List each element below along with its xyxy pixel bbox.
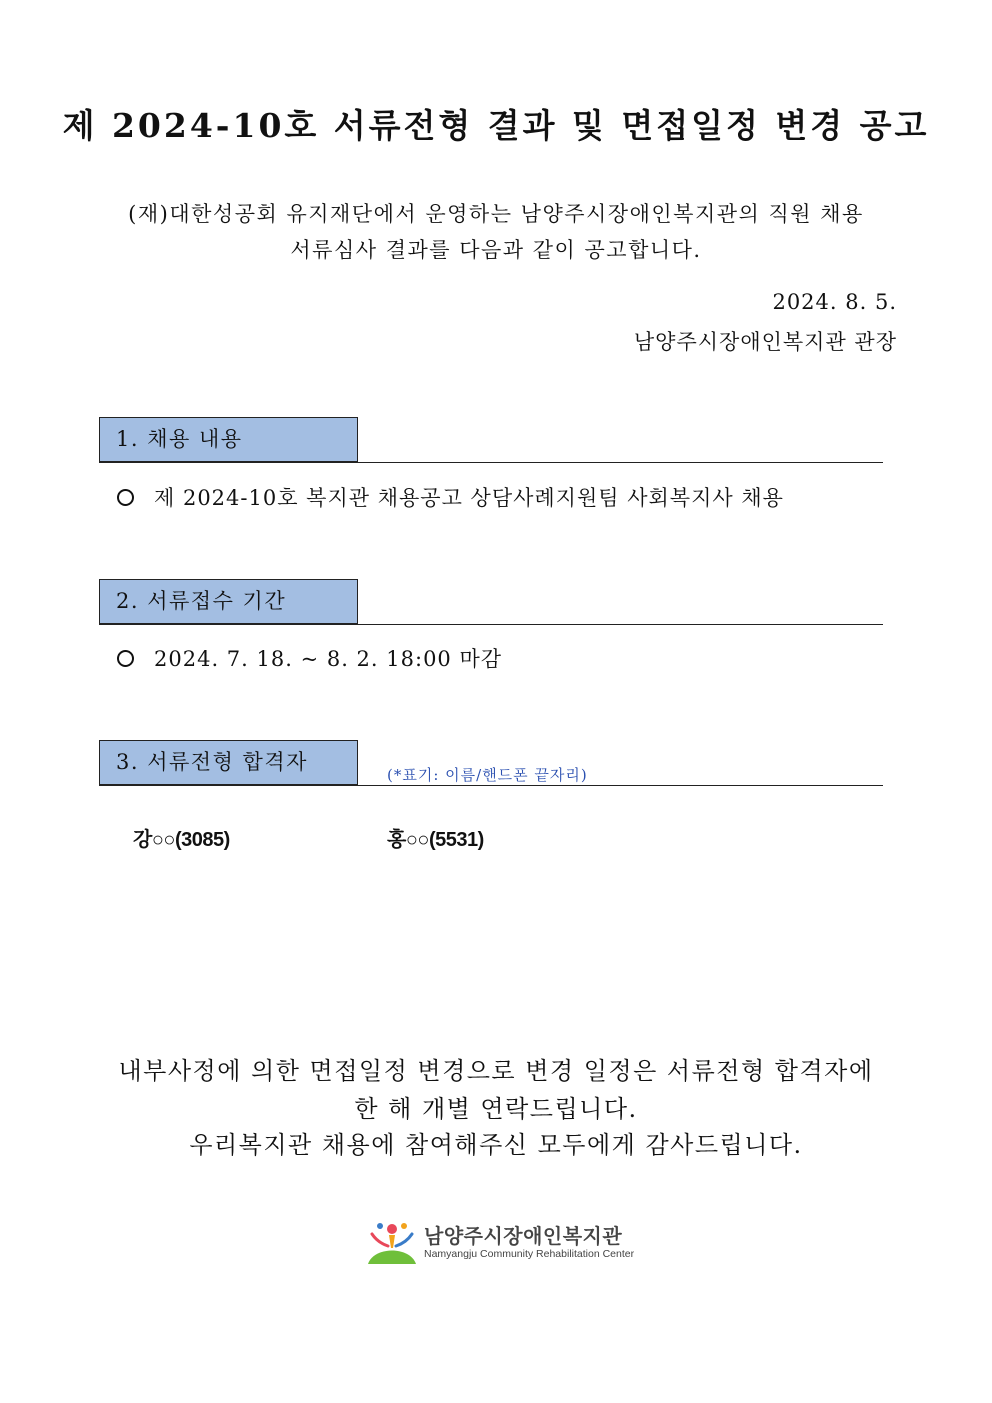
circle-bullet-icon <box>117 489 134 506</box>
issuer: 남양주시장애인복지관 관장 <box>633 330 897 354</box>
closing-line-3: 우리복지관 채용에 참여해주신 모두에게 감사드립니다. <box>189 1131 803 1159</box>
circle-bullet-icon <box>117 650 134 667</box>
section-2-rule <box>99 624 883 625</box>
closing-line-1: 내부사정에 의한 면접일정 변경으로 변경 일정은 서류전형 합격자에 <box>118 1057 874 1085</box>
organization-logo <box>366 1218 646 1268</box>
intro-line-2: 서류심사 결과를 다음과 같이 공고합니다. <box>290 238 702 262</box>
passer-format-note: (*표기: 이름/핸드폰 끝자리) <box>387 766 588 784</box>
notice-date: 2024. 8. 5. <box>772 290 897 314</box>
section-1-rule <box>99 462 883 463</box>
section-1-item <box>117 482 784 512</box>
section-1-heading: 1. 채용 내용 <box>99 417 358 462</box>
logo-name-korean: 남양주시장애인복지관 <box>424 1224 623 1248</box>
intro-line-1: (재)대한성공회 유지재단에서 운영하는 남양주시장애인복지관의 직원 채용 <box>128 202 864 226</box>
section-2-heading: 2. 서류접수 기간 <box>99 579 358 624</box>
section-3-rule <box>99 785 883 786</box>
section-1-item-text: 제 2024-10호 복지관 채용공고 상담사례지원팀 사회복지사 채용 <box>154 486 784 510</box>
passer-2: 홍○○(5531) <box>387 829 484 851</box>
logo-emblem-icon <box>366 1218 418 1266</box>
section-3-heading: 3. 서류전형 합격자 <box>99 740 358 785</box>
logo-name-english: Namyangju Community Rehabilitation Center <box>424 1248 635 1260</box>
page-title: 제 2024-10호 서류전형 결과 및 면접일정 변경 공고 <box>62 106 930 145</box>
closing-line-2: 한 해 개별 연락드립니다. <box>354 1095 638 1123</box>
section-2-item-text: 2024. 7. 18. ~ 8. 2. 18:00 마감 <box>154 647 503 671</box>
section-2-item <box>117 643 502 673</box>
passer-1: 강○○(3085) <box>133 829 230 851</box>
